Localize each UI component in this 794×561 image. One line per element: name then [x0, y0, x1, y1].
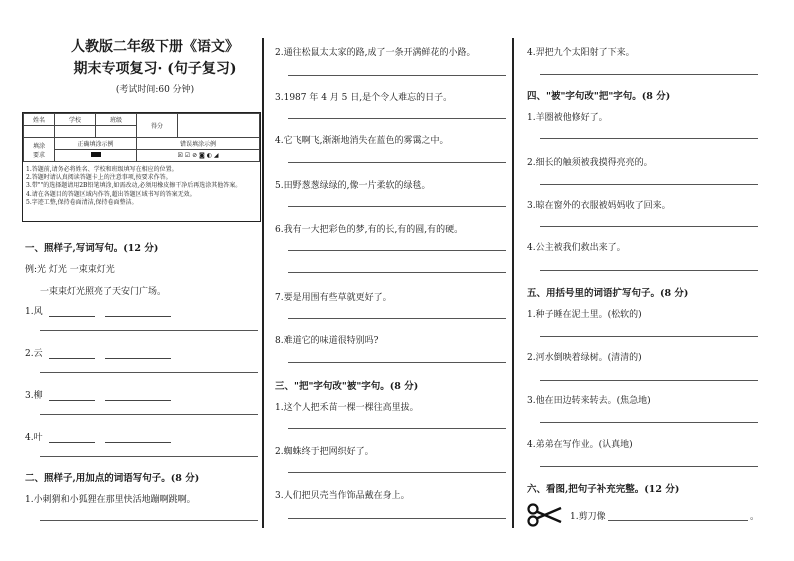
answer-line[interactable]	[288, 518, 506, 519]
answer-line[interactable]	[40, 414, 258, 415]
section1-example-sentence: 一束束灯光照亮了天安门广场。	[40, 287, 167, 297]
answer-line[interactable]	[608, 520, 748, 521]
answer-line[interactable]	[288, 250, 506, 251]
col2-q8: 8.难道它的味道很特别吗?	[275, 336, 379, 346]
answer-line[interactable]	[288, 428, 506, 429]
answer-line[interactable]	[40, 456, 258, 457]
answer-line[interactable]	[40, 520, 258, 521]
correct-example-label: 正确填涂示例	[55, 138, 137, 150]
class-label: 班级	[96, 114, 137, 126]
note-4: 4.请在各题目的答题区域内作答,超出答题区域书写的答案无效。	[26, 190, 196, 198]
answer-line[interactable]	[540, 466, 758, 467]
s3-question-2: 2.蜘蛛终于把网织好了。	[275, 447, 374, 457]
section3-title: 三、"把"字句改"被"字句。(8 分)	[275, 381, 419, 392]
s5-question-2: 2.河水倒映着绿树。(清清的)	[527, 353, 642, 363]
answer-line[interactable]	[288, 206, 506, 207]
school-label: 学校	[55, 114, 96, 126]
section1-title: 一、照样子,写词写句。(12 分)	[25, 243, 159, 254]
s2-question-1: 1.小刺猬和小狐狸在那里快活地蹦啊跳啊。	[25, 495, 196, 505]
answer-line[interactable]	[40, 372, 258, 373]
answer-line[interactable]	[540, 138, 758, 139]
answer-line[interactable]	[288, 75, 506, 76]
col2-q2: 2.通往松鼠太太家的路,成了一条开满鲜花的小路。	[275, 48, 476, 58]
note-3: 3.带""的选择题请用2B铅笔填涂,如需改动,必须用橡皮擦干净后再选涂其他答案。	[26, 182, 242, 190]
score-label: 得分	[137, 114, 178, 138]
name-label: 姓名	[24, 114, 55, 126]
col2-q4: 4.它飞啊飞,渐渐地消失在蓝色的雾霭之中。	[275, 136, 449, 146]
title-line1: 人教版二年级下册《语文》	[71, 39, 239, 55]
exam-time: (考试时间:60 分钟)	[115, 85, 195, 95]
req-label: 要求	[32, 151, 45, 159]
s5-question-3: 3.他在田边转来转去。(焦急地)	[527, 396, 651, 406]
answer-line[interactable]	[540, 74, 758, 75]
wrong-fill-icons: ☒ ☑ ⊘ ◙ ◐ ◢	[177, 152, 219, 159]
answer-line[interactable]	[288, 118, 506, 119]
answer-blank[interactable]	[105, 315, 171, 317]
s3-question-1: 1.这个人把禾苗一棵一棵往高里拔。	[275, 403, 419, 413]
s3-question-3: 3.人们把贝壳当作饰品戴在身上。	[275, 491, 410, 501]
score-field[interactable]	[178, 114, 260, 138]
answer-line[interactable]	[540, 226, 758, 227]
title-line2: 期末专项复习· (句子复习)	[73, 61, 237, 77]
col2-q5: 5.田野葱葱绿绿的,像一片柔软的绿毯。	[275, 181, 431, 191]
section5-title: 五、用括号里的词语扩写句子。(8 分)	[527, 288, 689, 299]
s1-item-3: 3.柳	[25, 388, 175, 401]
answer-line[interactable]	[288, 362, 506, 363]
col2-q3: 3.1987 年 4 月 5 日,是个令人难忘的日子。	[275, 93, 453, 103]
col3-q4: 4.羿把九个太阳射了下来。	[527, 48, 635, 58]
s1-item-4: 4.叶	[25, 430, 175, 443]
answer-line[interactable]	[288, 162, 506, 163]
note-1: 1.答题前,请务必将姓名、学校和班级填写在相应的位置。	[26, 166, 178, 173]
answer-line[interactable]	[288, 318, 506, 319]
s4-question-4: 4.公主被我们救出来了。	[527, 243, 626, 253]
s1-item-2: 2.云	[25, 346, 175, 359]
answer-line[interactable]	[540, 380, 758, 381]
answer-blank[interactable]	[105, 441, 171, 443]
answer-blank[interactable]	[49, 357, 95, 359]
col2-q6: 6.我有一大把彩色的梦,有的长,有的圆,有的硬。	[275, 225, 464, 235]
answer-blank[interactable]	[49, 399, 95, 401]
answer-blank[interactable]	[49, 441, 95, 443]
section2-title: 二、照样子,用加点的词语写句子。(8 分)	[25, 473, 200, 484]
note-2: 2.答题时请认真阅读答题卡上的注意事项,按要求作答。	[26, 174, 172, 182]
scissors-icon	[527, 503, 563, 527]
answer-line[interactable]	[540, 336, 758, 337]
s6-end-mark: 。	[750, 512, 760, 522]
col2-q7: 7.要是用围有些草就更好了。	[275, 293, 392, 303]
instructions	[26, 166, 256, 207]
s6-question-1: 1.剪刀像	[570, 512, 606, 522]
class-field[interactable]	[96, 126, 137, 138]
s5-question-4: 4.弟弟在写作业。(认真地)	[527, 440, 633, 450]
answer-blank[interactable]	[105, 357, 171, 359]
s4-question-3: 3.晾在窗外的衣服被妈妈收了回来。	[527, 201, 671, 211]
correct-fill-icon	[91, 152, 101, 157]
answer-line[interactable]	[540, 422, 758, 423]
fill-label: 填涂	[32, 142, 45, 150]
answer-line[interactable]	[40, 330, 258, 331]
school-field[interactable]	[55, 126, 96, 138]
answer-blank[interactable]	[105, 399, 171, 401]
name-field[interactable]	[24, 126, 55, 138]
s1-item-1: 1.风	[25, 304, 175, 317]
s5-question-1: 1.种子睡在泥土里。(松软的)	[527, 310, 642, 320]
section4-title: 四、"被"字句改"把"字句。(8 分)	[527, 91, 671, 102]
answer-line[interactable]	[288, 472, 506, 473]
note-5: 5.字迹工整,保持卷面清洁,保持卷面整洁。	[26, 198, 138, 206]
s4-question-2: 2.细长的触须被我摸得亮亮的。	[527, 158, 653, 168]
answer-line[interactable]	[540, 270, 758, 271]
answer-blank[interactable]	[49, 315, 95, 317]
s4-question-1: 1.羊圈被他修好了。	[527, 113, 608, 123]
wrong-example-label: 错误填涂示例	[137, 138, 260, 150]
answer-line[interactable]	[288, 272, 506, 273]
answer-line[interactable]	[540, 184, 758, 185]
section6-title: 六、看图,把句子补充完整。(12 分)	[527, 484, 680, 495]
section1-example: 例:光 灯光 一束束灯光	[25, 265, 115, 275]
